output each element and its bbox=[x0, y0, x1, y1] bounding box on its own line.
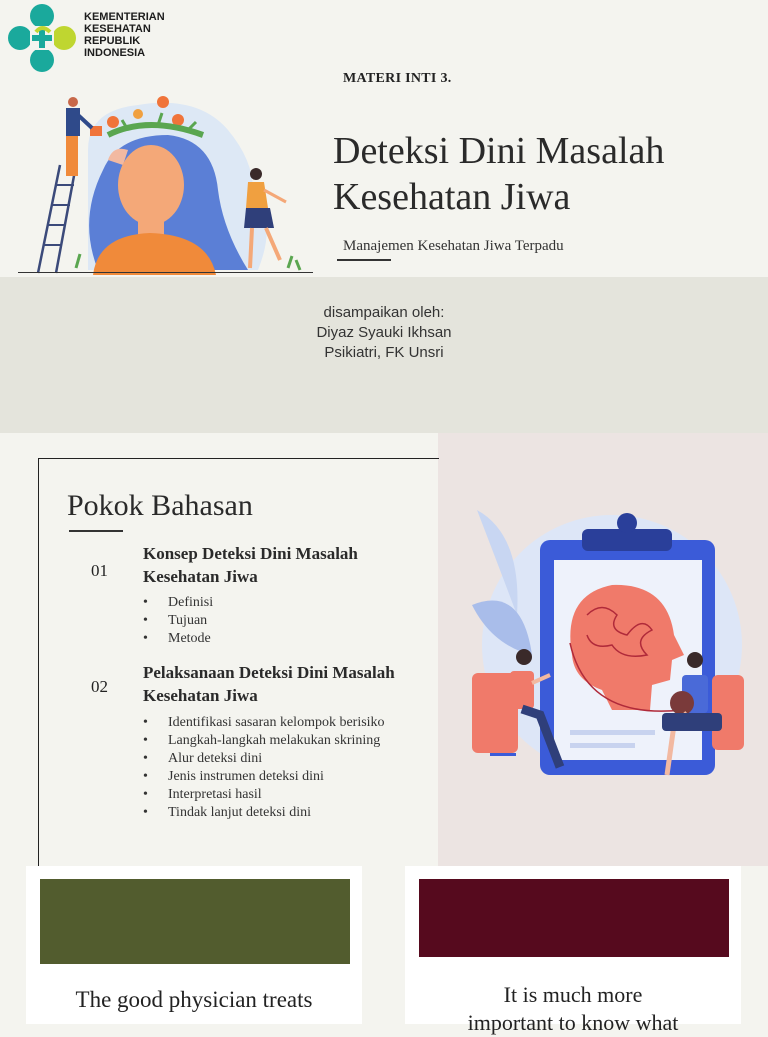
mental-garden-illustration bbox=[18, 90, 318, 275]
presenter-affiliation: Psikiatri, FK Unsri bbox=[324, 344, 444, 361]
presenter-name: Diyaz Syauki Ikhsan bbox=[316, 324, 452, 341]
list-item: • Alur deteksi dini bbox=[143, 750, 385, 768]
presenter-band bbox=[0, 277, 768, 433]
outline-heading: Pokok Bahasan bbox=[67, 489, 253, 522]
ground-line bbox=[18, 272, 313, 273]
kemenkes-logo-icon bbox=[6, 2, 78, 74]
module-label: MATERI INTI 3. bbox=[343, 71, 452, 86]
title-line-2: Kesehatan Jiwa bbox=[333, 176, 571, 218]
presentation-title bbox=[333, 128, 664, 220]
quote-right-text bbox=[405, 981, 741, 1037]
presentation-subtitle: Manajemen Kesehatan Jiwa Terpadu bbox=[343, 238, 564, 254]
clipboard-brain-illustration bbox=[462, 505, 752, 795]
title-line-1: Deteksi Dini Masalah bbox=[333, 130, 665, 172]
section-number-02: 02 bbox=[91, 677, 108, 696]
presenter-intro: disampaikan oleh: bbox=[323, 304, 445, 321]
quote-left-text: The good physician treats bbox=[75, 987, 313, 1012]
heading-underline bbox=[69, 530, 123, 532]
section-number-01: 01 bbox=[91, 561, 108, 580]
list-item: • Langkah-langkah melakukan skrining bbox=[143, 732, 385, 750]
maroon-banner bbox=[419, 879, 729, 957]
list-item: • Interpretasi hasil bbox=[143, 786, 385, 804]
list-item: • Metode bbox=[143, 630, 213, 648]
olive-banner bbox=[40, 879, 350, 964]
section-title-02: Pelaksanaan Deteksi Dini Masalah Kesehatan Jiwa bbox=[143, 663, 395, 705]
list-item: • Tindak lanjut deteksi dini bbox=[143, 804, 385, 822]
quote-right-line-2: important to know what bbox=[467, 1010, 679, 1035]
section-list-02 bbox=[143, 714, 385, 822]
list-item: • Identifikasi sasaran kelompok berisiko bbox=[143, 714, 385, 732]
section-list-01 bbox=[143, 594, 213, 648]
list-item: • Tujuan bbox=[143, 612, 213, 630]
list-item: • Definisi bbox=[143, 594, 213, 612]
list-item: • Jenis instrumen deteksi dini bbox=[143, 768, 385, 786]
section-title-01: Konsep Deteksi Dini Masalah Kesehatan Jiwa bbox=[143, 544, 358, 586]
subtitle-underline bbox=[337, 259, 391, 261]
quote-right-line-1: It is much more bbox=[503, 982, 643, 1007]
logo-wordmark: KEMENTERIAN KESEHATAN REPUBLIK INDONESIA bbox=[84, 11, 165, 59]
